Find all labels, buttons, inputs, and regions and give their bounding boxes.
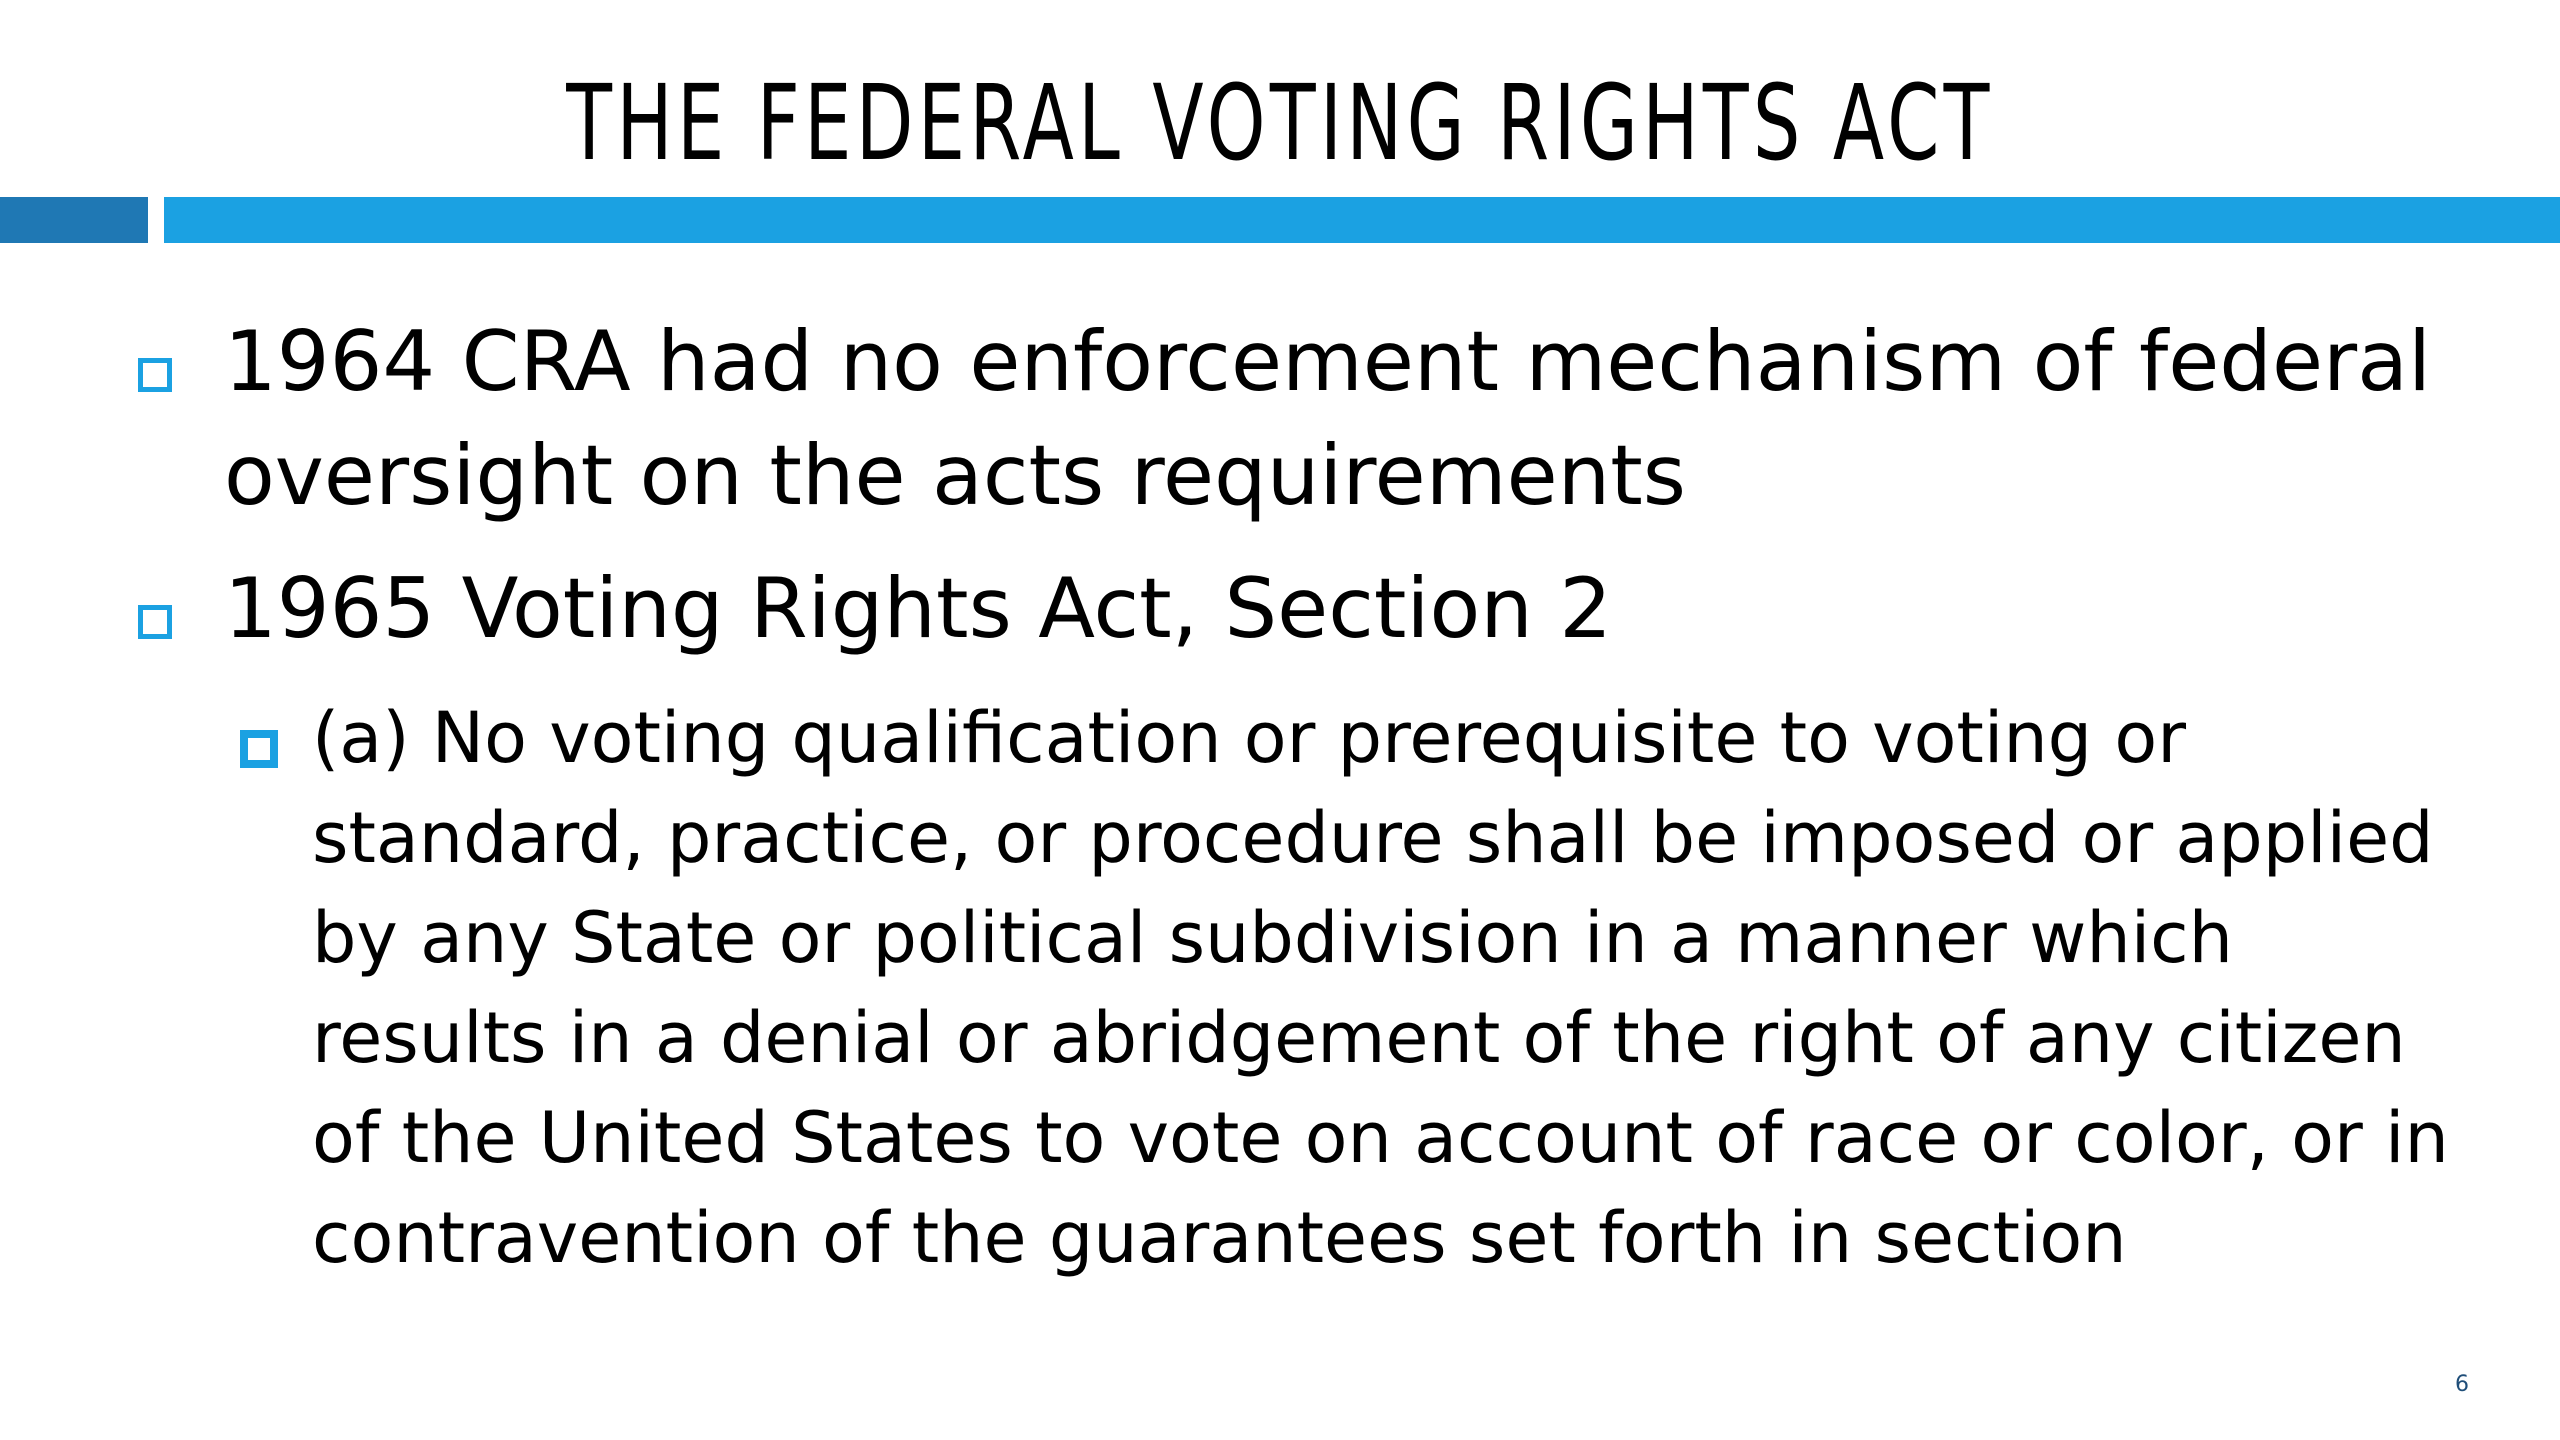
sub-bullet-text-1: (a) No voting qualification or prerequisite to voting or standard, practice, or procedure shall be imposed or applied by any State or political subdivision in a manner which results in a denial or abridgement of the right of any citizen of the United States to vote on account of race or color, or in contravention of the guarantees set forth in section	[312, 697, 2449, 1279]
filled-square-bullet-icon	[240, 730, 278, 768]
page-number: 6	[2455, 1372, 2469, 1397]
hollow-square-bullet-icon	[138, 358, 172, 392]
bullet-text-1: 1964 CRA had no enforcement mechanism of federal oversight on the acts requirements	[224, 313, 2432, 524]
hollow-square-bullet-icon	[138, 605, 172, 639]
bullet-text-2: 1965 Voting Rights Act, Section 2	[224, 560, 1613, 657]
slide-title: THE FEDERAL VOTING RIGHTS ACT	[566, 62, 1994, 184]
